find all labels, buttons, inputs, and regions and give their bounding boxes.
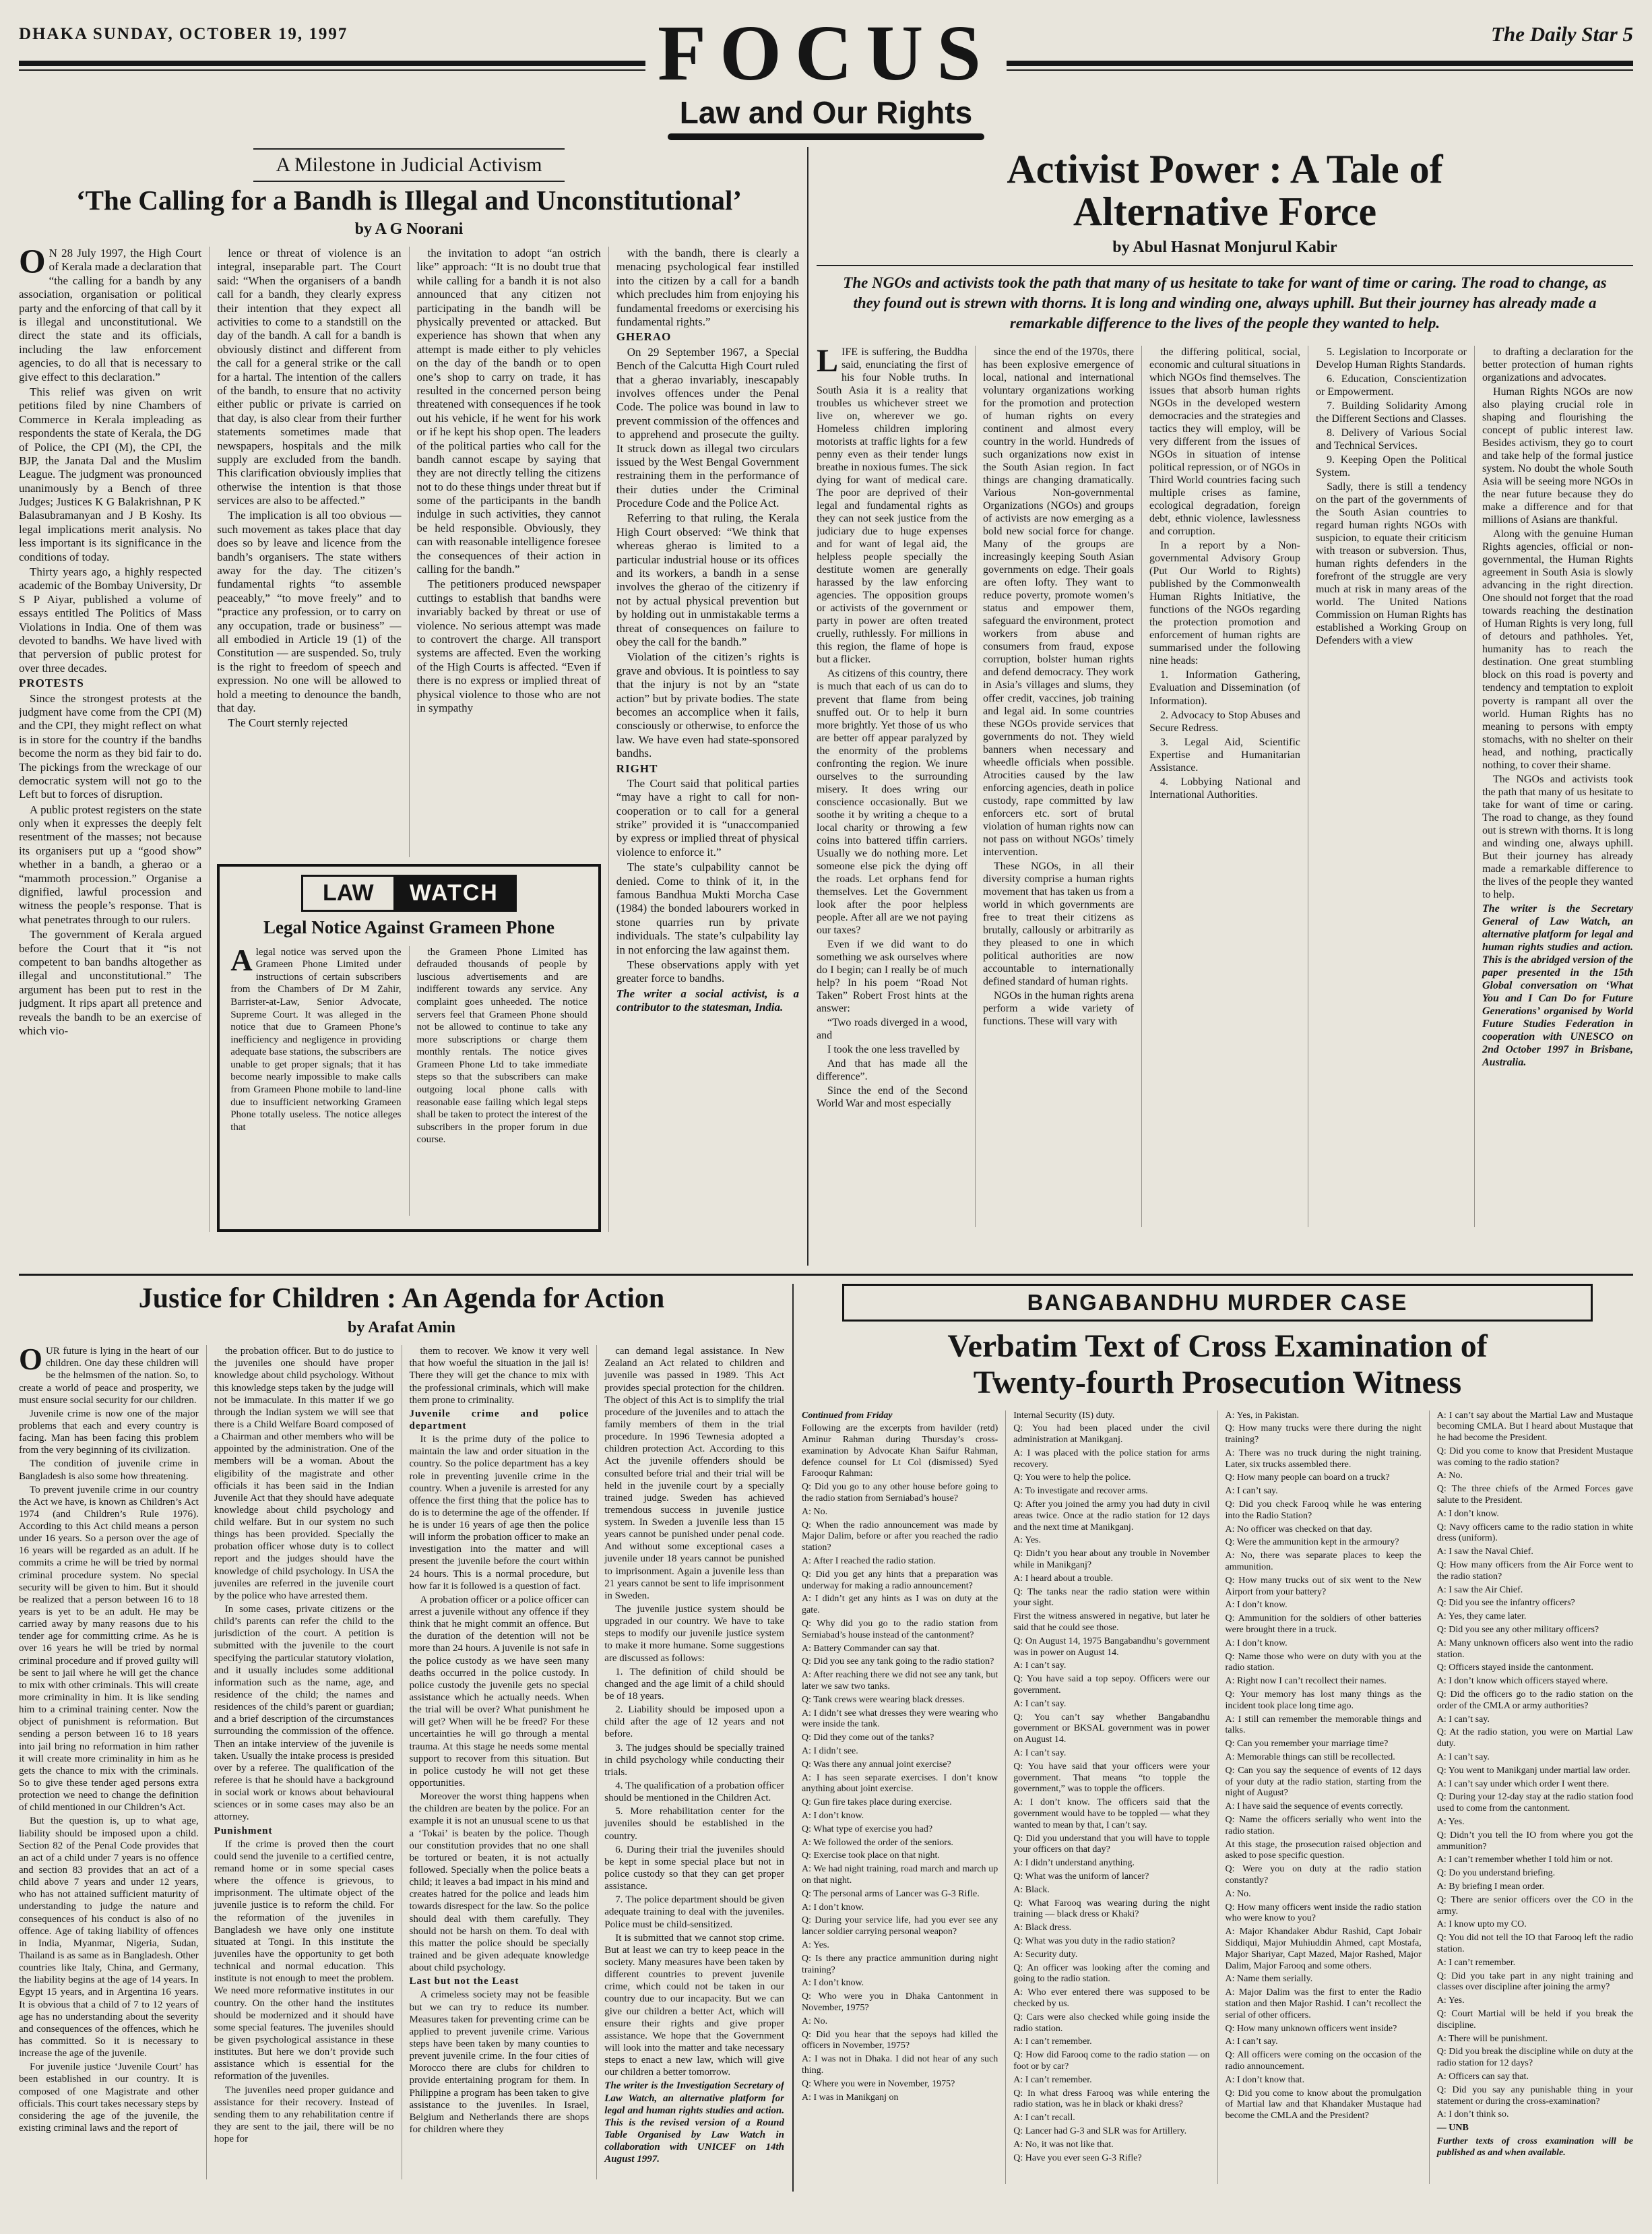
paragraph: A: Battery Commander can say that. [802,1643,940,1654]
paragraph: OUR future is lying in the heart of our children. One day these children will be the helmsmen of the nation. So, to create a world of peace and prosperity, we must ensure social security for our children. [19,1345,199,1406]
paragraph: A: Memorable things can still be recollected. [1225,1752,1395,1763]
paragraph: Q: Did you take part in any night training and classes over discipline after joining the army? [1436,1971,1633,1993]
paragraph: Q: Tank crews were wearing black dresses. [802,1694,965,1705]
paragraph: “Two roads diverged in a wood, and [817,1017,967,1042]
paragraph: Since the end of the Second World War and most especially [817,1085,967,1110]
paragraph: Q: You were to help the police. [1013,1472,1131,1483]
paragraph: A: I heard about a trouble. [1013,1573,1113,1584]
paragraph: Q: Why did you go to the radio station from Serniabad’s house instead of the cantonment? [802,1619,998,1640]
article-children-col1 [19,1345,199,2179]
paragraph: A: I can’t say. [1225,2037,1278,2047]
bottom-section [19,1274,1633,2192]
paragraph: Q: At the radio station, you were on Martial Law duty. [1436,1727,1633,1749]
paragraph: The government of Kerala argued before the Court that it “is not competent to ban bandhs altogether as illegal and unconstitutional.” The argument has been put to rest in the judgment. It rips apart all pretence and reveals the bandh to be an exercise of which vio- [19,928,202,1037]
paragraph: In a report by a Non-governmental Advisory Group (Put Our World to Rights) published by the Commonwealth Human Rights Initiative, the functions of the NGOs regarding the protection promotion and enforcement of human rights are summarised under the following nine heads: [1149,540,1300,667]
masthead-left [19,13,645,71]
section-title-wrap [19,94,1633,140]
paragraph: 8. Delivery of Various Social and Technical Services. [1316,427,1467,452]
paragraph: A: After reaching there we did not see any tank, but later we saw two tanks. [802,1670,998,1692]
article-bandh-col4 [608,247,799,1232]
paragraph: Q: Did you check Farooq while he was entering into the Radio Station? [1225,1499,1422,1521]
paragraph: Q: Officers stayed inside the cantonment. [1436,1663,1593,1673]
paragraph: This relief was given on writ petitions filed by nine Chambers of Commerce in Kerala impleading as respondents the state of Kerala, the DG of Police, the CPI (M), the CPI, the BJP, the Janata Dal and the Muslim League. The judgment was pronounced unanimously by a Bench of three Judges; Justices K G Balakrishnan, P K Balasubramanyan and J B Koshy. Its legal implications merit analysis. No less important is its significance in the conditions of today. [19,385,202,563]
paragraph: Q: Did you see any tank going to the radio station? [802,1656,994,1667]
paragraph: Q: You had been placed under the civil administration at Manikganj. [1013,1423,1210,1446]
paragraph: A: I don’t know. [1225,1600,1288,1611]
law-watch-col1 [230,946,401,1216]
paragraph: The petitioners produced newspaper cuttings to establish that bandhs were invariably backed by threat or use of violence. No serious attempt was made to controvert the charge. All transport systems are affected. Even the working of the High Courts is affected. “Even if there is no express or implied threat of physical violence to those who are not in sympathy [416,578,601,714]
paragraph: Q: All officers were coming on the occasion of the radio announcement. [1225,2050,1422,2072]
top-section [19,147,1633,1266]
paragraph: 3. The judges should be specially trained in child psychology while conducting their trials. [604,1742,784,1778]
paragraph: A: I can’t say. [1013,1748,1067,1759]
law-watch-logo-law: LAW [303,877,393,910]
paragraph: 3. Legal Aid, Scientific Expertise and Humanitarian Assistance. [1149,736,1300,774]
paragraph: Q: During your service life, had you ever see any lancer soldier carrying personal weapon? [802,1915,998,1937]
law-watch-col2 [409,946,587,1216]
paragraph: A: I was placed with the police station for arms recovery. [1013,1448,1210,1470]
paragraph: Q: Gun fire takes place during exercise. [802,1797,952,1808]
paragraph: A: I don’t know. [1436,1508,1499,1519]
dateline: DHAKA SUNDAY, OCTOBER 19, 1997 [19,25,348,43]
law-watch-headline: Legal Notice Against Grameen Phone [263,917,554,937]
paragraph: 4. The qualification of a probation officer should be mentioned in the Children Act. [604,1780,784,1804]
paragraph: A: I can’t say. [1013,1661,1067,1671]
paragraph: Q: What was you duty in the radio station? [1013,1935,1176,1946]
paragraph: 4. Lobbying National and International Authorities. [1149,776,1300,801]
paragraph: Q: After you joined the army you had duty in civil areas twice. Once at the radio station for 12 days and the next time at Manikganj. [1013,1499,1210,1532]
paragraph: A: Many unknown officers also went into the radio station. [1436,1638,1633,1660]
paragraph: A: I can’t remember. [1013,2037,1092,2047]
paragraph: A: I didn’t get any hints as I was on duty at the gate. [802,1594,998,1616]
paragraph: Q: Who were you in Dhaka Cantonment in November, 1975? [802,1991,998,2013]
paragraph: Q: Did you come to know about the promulgation of Martial law and that Khandaker Mustaque had become the CMLA and the President? [1225,2088,1422,2121]
paragraph: A: Who ever entered there was supposed to be checked by us. [1013,1987,1210,2009]
subhead: GHERAO [616,330,672,344]
article-activist-body [817,346,1633,1227]
article-bangabandhu-col3 [1217,1410,1422,2184]
paragraph: Q: When the radio announcement was made by Major Dalim, before or after you reached the radio station? [802,1520,998,1553]
article-bangabandhu-col2 [1005,1410,1209,2184]
paragraph: A: I can’t remember whether I told him or not. [1436,1855,1613,1865]
paragraph: Q: Your memory has lost many things as the incident took place long time ago. [1225,1689,1422,1711]
paragraph: A: Yes, in Pakistan. [1225,1410,1300,1421]
paragraph: 6. Education, Conscientization or Empowerment. [1316,373,1467,398]
article-bangabandhu-headline-line1: Verbatim Text of Cross Examination of [947,1328,1488,1364]
paragraph: A: I can’t say under which order I went there. [1436,1778,1610,1789]
paragraph: 6. During their trial the juveniles should be kept in some special place but not in police custody so that they can get proper assistance. [604,1844,784,1892]
paragraph: 9. Keeping Open the Political System. [1316,454,1467,478]
paragraph: A: Major Dalim was the first to enter the Radio station and then Major Rashid. I can’t recollect the serial of other officers. [1225,1987,1422,2020]
paragraph: But the question is, up to what age, liability should be imposed upon a child. Section 82 of the Penal Code provides that an act of a child under 7 years is no offence and section 83 provides that an act of a child above 7 years and under 12 years, who has not attained sufficient maturity of understanding to judge the nature and consequences of his conduct is also of no offence. Age of taking liability of offences in India, Myanmar, Nigeria, Sudan, Thailand is as same as in Bangladesh. Other countries like Italy, China, and Germany, the liability begins at the age of 14 years. In Egypt 15 years, and in Argentina 16 years. It is obvious that a child of 7 to 12 years of age has no understanding about the severity and consequences of the offences, which he has committed. So it is necessary to increase the age of the juvenile. [19,1816,199,2059]
article-bandh-col2 [217,247,401,857]
paragraph: A: No, it was not like that. [1013,2139,1114,2150]
paragraph: 2. Liability should be imposed upon a child after the age of 12 years and not before. [604,1704,784,1740]
paragraph: A: I still can remember the memorable things and talks. [1225,1714,1422,1736]
paragraph: Q: Did you go to any other house before going to the radio station from Serniabad’s house? [802,1482,998,1504]
article-activist-byline: by Abul Hasnat Monjurul Kabir [1112,239,1337,256]
law-watch-logo-watch: WATCH [393,877,515,910]
paragraph: Q: Exercise took place on that night. [802,1851,940,1861]
paragraph: Q: How many officers from the Air Force went to the radio station? [1436,1560,1633,1582]
paragraph: A: Yes, they came later. [1436,1611,1527,1622]
paragraph: Sadly, there is still a tendency on the part of the governments of the South Asian countries to regard human rights NGOs with suspicion, to equate their criticism with treason or subversion. Thus, human rights defenders in the forefront of the struggle are very much at risk in many areas of the world. The United Nations Commission on Human Rights has established a Working Group on Defenders with a view [1316,480,1467,647]
article-bangabandhu-headline-line2: Twenty-fourth Prosecution Witness [973,1364,1462,1400]
paragraph: 2. Advocacy to Stop Abuses and Secure Redress. [1149,709,1300,734]
paragraph: Q: Did you hear that the sepoys had killed the officers in November, 1975? [802,2029,998,2051]
paragraph: ON 28 July 1997, the High Court of Kerala made a declaration that “the calling for a bandh by any association, organisation or political party and the enforcing of that call by it is illegal and unconstitutional. We direct the state and its officials, including the law enforcement agencies, to do all that is necessary to give effect to this declaration.” [19,247,202,383]
paragraph: The Court said that political parties “may have a right to call for non-cooperation or to call for a general strike” provided it is “unaccompanied by express or implied threat of physical violence to enforce it.” [616,776,799,859]
masthead-rule-right [1007,61,1633,71]
paragraph: Q: During your 12-day stay at the radio station food used to come from the cantonment. [1436,1792,1633,1814]
paragraph: A: I can’t recall. [1013,2113,1075,2123]
article-bangabandhu-kicker: BANGABANDHU MURDER CASE [842,1284,1593,1322]
paragraph: The juveniles need proper guidance and assistance for their recovery. Instead of sending them to any rehabilitation centre if they are sent to the jail, there will be no hope for [214,2084,394,2145]
paragraph: Q: Where you were in November, 1975? [802,2078,955,2089]
article-bandh-middle [209,247,601,1232]
paragraph: 5. Legislation to Incorporate or Develop Human Rights Standards. [1316,346,1467,371]
paragraph: Q: Cars were also checked while going inside the radio station. [1013,2012,1210,2034]
paragraph: A: I can’t say. [1225,1486,1278,1497]
paragraph: It is the prime duty of the police to maintain the law and order situation in the country. So the police department has a key role in preventing juvenile crime in the country. When a juvenile is arrested for any offence the first thing that the police has to do is to determine the age of the offender. If he is under 16 years of age then the police will inform the probation officer to make an investigation into the matter and will present the juvenile before the court within 24 hours. This is a normal procedure, but how far it is followed is a question of fact. [409,1434,590,1592]
paragraph: A: Name them serially. [1225,1974,1313,1985]
paragraph: A: Yes. [1436,1817,1465,1827]
paragraph: A: I don’t know which officers stayed where. [1436,1676,1608,1687]
subhead: Last but not the Least [409,1976,519,1987]
paragraph: Q: How many people can board on a truck? [1225,1472,1390,1483]
paragraph: 7. The police department should be given adequate training to deal with the juveniles. Police must be child-sensitized. [604,1894,784,1930]
credit: Continued from Friday [802,1410,893,1421]
paragraph: A: No. [1436,1470,1463,1481]
credit: The writer a social activist, is a contributor to the statesman, India. [616,987,799,1014]
paragraph: them to recover. We know it very well that how woeful the situation in the jail is! There they will get the chance to mix with the professional criminals, which will make them prone to criminality. [409,1346,590,1406]
paragraph: A: I didn’t understand anything. [1013,1858,1135,1869]
paragraph: A: To investigate and recover arms. [1013,1486,1148,1497]
paragraph: A: I don’t know. [802,1811,864,1821]
paragraph: with the bandh, there is clearly a menacing psychological fear instilled into the citizen by a call for a bandh which precludes him from enjoying his fundamental freedoms or exercising his fundamental rights.” [616,247,799,328]
paragraph: A: I can’t say. [1013,1698,1067,1709]
paragraph: 1. The definition of child should be changed and the age limit of a child should be of 18 years. [604,1666,784,1702]
article-bangabandhu-headline [802,1328,1633,1401]
paragraph: Q: Did you get any hints that a preparation was underway for making a radio announcement? [802,1569,998,1591]
paragraph: 5. More rehabilitation center for the juveniles should be established in the country. [604,1806,784,1842]
paragraph: Q: How many trucks were there during the night training? [1225,1423,1422,1446]
paragraph: Q: The three chiefs of the Armed Forces gave salute to the President. [1436,1484,1633,1506]
paragraph: A: We had night training, road march and march up on that night. [802,1864,998,1886]
credit: The writer is the Investigation Secretary of Law Watch, an alternative platform for legal and human rights studies and action. This is the revised version of a Round Table Organised by Law Watch in collaboration with UNICEF on 14th August 1997. [604,2080,784,2165]
focus-masthead-title: FOCUS [658,9,994,97]
paragraph: the differing political, social, economic and cultural situations in which NGOs find themselves. The issues that absorb human rights NGOs in the developed western democracies and the strategies and tactics they will employ, will be very different from the issues of NGOs in situation of intense political repression, or of NGOs in Third World countries facing such multiple crises as famine, ecological degradation, foreign debt, ethnic violence, lawlessness and corruption. [1149,346,1300,538]
article-bangabandhu-case [794,1284,1633,2192]
paragraph: A: I has seen separate exercises. I don’t know anything about joint exercise. [802,1772,998,1795]
paragraph: Q: Name the officers serially who went into the radio station. [1225,1815,1422,1836]
paragraph: A: Major Khandaker Abdur Rashid, Capt Jobair Siddiqui, Major Muhiuddin Ahmed, capt Mostafa, Major Shariyar, Capt Mazed, Major Rashed, Major Dalim, Major Farooq and some others. [1225,1927,1422,1971]
paragraph: the probation officer. But to do justice to the juveniles one should have proper knowledge about child psychology. Without this knowledge steps taken by the judge will not be immaculate. In this matter if we go through the Indian system we will see that there is a Child Welfare Board composed of a Chairman and other members who will be appointed by the administration. One of the members will be a woman. About the eligibility of the magistrate and other officials it has been said in the Indian Juvenile Act that they should have adequate knowledge about child psychology and child welfare. But in our system no such things has been provided. Specially the probation officer whose duty is to collect report and the judges should have the knowledge of child psychology. In USA the juveniles are referred in the juvenile court by the police who have arrested them. [214,1346,394,1601]
paragraph: A: There was no truck during the night training. Later, six trucks assembled there. [1225,1448,1422,1470]
paragraph: A: I saw the Naval Chief. [1436,1547,1533,1557]
paragraph: Q: In what dress Farooq was while entering the radio station, was he in black or khaki dress? [1013,2088,1210,2110]
paragraph: A: Yes. [1436,1995,1465,2006]
paragraph: These observations apply with yet greater force to bandhs. [616,958,799,985]
paragraph: LIFE is suffering, the Buddha said, enunciating the first of his four Noble truths. In South Asia it is a reality that troubles us whichever street we live on, wherever we go. Homeless children imploring motorists at traffic lights for a few penny even as their tender lungs breathe in noxious fumes. The sick dying for want of medical care. The poor are deprived of their legal and fundamental rights as they can not seek justice from the judiciary due to huge expenses and for want of legal aid, the helpless people specially the destitute women are generally harassed by the law enforcing agencies. The opposition groups or activists of the government or party in power are often treated cruelly, ruthlessly. For millions in this region, the flame of hope is but a flicker. [817,345,967,666]
paragraph: the Grameen Phone Limited has defrauded thousands of people by luscious advertisements and are indifferent towards any service. Any complaint goes unheeded. The notice servers feel that Grameen Phone should not be allowed to continue to take any more subscriptions or charge them monthly rentals. The notice gives Grameen Phone Ltd to take immediate steps so that the subscribers can make outgoing local phone calls with reasonable ease failing which legal steps shall be taken to protect the interest of the subscribers in the proper forum in due course. [416,946,587,1146]
paragraph: The Court sternly rejected [228,716,348,730]
masthead-right [1007,13,1633,71]
article-activist-col2 [975,346,1134,1227]
paragraph: A: No, there was separate places to keep the ammunition. [1225,1551,1422,1573]
paragraph: A: I saw the Air Chief. [1436,1584,1523,1595]
paragraph: Q: How many trucks out of six went to the New Airport from your battery? [1225,1575,1422,1597]
paragraph: Referring to that ruling, the Kerala High Court observed: “We think that whereas gherao is limited to a particular industrial house or its offices and its workers, a bandh in a sense involves the gherao of the citizenry if not by actual physical prevention but by holding out in unmistakable terms a threat of consequences on failure to obey the call for the bandh.” [616,511,799,648]
article-activist-headline [817,148,1633,233]
subhead: RIGHT [616,762,658,775]
paragraph: Q: Did they come out of the tanks? [802,1733,934,1743]
paragraph: to drafting a declaration for the better protection of human rights organizations and advocates. [1482,346,1633,383]
paragraph: Human Rights NGOs are now also playing crucial role in shaping and flourishing the concept of public interest law. Besides activism, they go to court and take help of the formal justice system. No doubt the whole South Asia will be seeing more NGOs in the near future because they do make a difference and for that millions of Asians are thankful. [1482,385,1633,526]
paragraph: A: There will be punishment. [1436,2033,1548,2044]
paragraph: Following are the excerpts from havilder (retd) Aminur Rahman during Thursday’s cross-examination by Advocate Khan Saifur Rahman, defence counsel for Lt Col (dismissed) Syed Farooqur Rahman: [802,1423,998,1479]
paragraph: These NGOs, in all their diversity comprise a human rights movement that has taken us from a world in which governments are free to treat their citizens as brutally, callously or arbitrarily as they pleased to one in which political authorities are now accountable to internationally defined standard of human rights. [983,860,1134,988]
subhead: Punishment [214,1825,273,1836]
paragraph: At this stage, the prosecution raised objection and asked to pose specific question. [1225,1839,1422,1861]
article-bangabandhu-body [802,1410,1633,2184]
subhead: PROTESTS [19,677,84,690]
paragraph: For juvenile justice ‘Juvenile Court’ has been established in our country. It is composed of one Magistrate and other officials. This court takes necessary steps by considering the age of the juvenile, the existing criminal laws and the report of [19,2061,199,2134]
paragraph: Q: You went to Manikganj under martial law order. [1436,1765,1630,1776]
article-children-body [19,1345,784,2179]
law-watch-body [230,946,587,1216]
paragraph: A: I can’t say about the Martial Law and Mustaque becoming CMLA. But I heard about Mustaque that he had become the President. [1436,1410,1633,1444]
paragraph: Alegal notice was served upon the Grameen Phone Limited under instructions of certain subscribers from the Chambers of Dr M Zahir, Barrister-at-Law, Senior Advocate, Supreme Court. It was alleged in the notice that due to Grameen Phone’s inefficiency and negligence in providing adequate base stations, the subscribers are unable to get proper signals; that it has become nearly impossible to make calls from Grameen Phone mobile to land-line due to insufficient networking Grameen Phone totally useless. The notice alleges that [230,945,402,1133]
paragraph: As citizens of this country, there is much that each of us can do to prevent that flame from being snuffed out. Or to help it burn more brightly. Yet those of us who are better off appear paralyzed by the enormity of the problems confronting the region. We inure ourselves to the surrounding misery. It does wring our conscience occasionally. But we soothe it by writing a cheque to a local charity or throwing a few coins into battered tiffin carriers. Usually we do nothing more. Let someone else pick the dying off the roads. Let orphans fend for themselves. Let the Government look after the poor helpless people. After all are we not paying our taxes? [817,668,967,937]
paragraph: A: We followed the order of the seniors. [802,1837,953,1848]
paragraph: Q: The tanks near the radio station were within your sight. [1013,1586,1210,1609]
article-activist-headline-line1: Activist Power : A Tale of [1007,147,1443,191]
paragraph: The implication is all too obvious — such movement as takes place that day does so by leave and licence from the bandh’s organisers. The state withers away for the day. The citizen’s fundamental rights “to assemble peaceably,” “to move freely” and to “practice any profession, or to carry on any occupation, trade or business” — all embodied in Article 19 (1) of the Constitution — are suspended. So, truly is the right to freedom of speech and expression. No one will be allowed to hold a meeting to denounce the bandh, that day. [217,509,402,714]
article-children-col4 [596,1345,784,2179]
paragraph: Violation of the citizen’s rights is grave and obvious. It is pointless to say that the injury is not by an “state action” but by private bodies. The state becomes an accomplice when it fails, consciously or otherwise, to enforce the law. We have even had state-sponsored bandhs. [616,650,799,760]
paragraph: Q: Can you say the sequence of events of 12 days of your duty at the radio station, starting from the night of August? [1225,1765,1422,1799]
paragraph: Q: Navy officers came to the radio station in white dress (uniform). [1436,1522,1633,1544]
paragraph: And that has made all the difference”. [817,1058,967,1083]
paragraph: 7. Building Solidarity Among the Different Sections and Classes. [1316,400,1467,425]
paragraph: I took the one less travelled by [827,1044,960,1056]
paragraph: Q: Was there any annual joint exercise? [802,1759,951,1770]
paragraph: A: I can’t say. [1436,1714,1490,1725]
paragraph: A probation officer or a police officer can arrest a juvenile without any offence if they think that he might commit an offence. But the duration of the detention will not be more than 24 hours. A juvenile is not safe in the police custody as we have seen many deaths occurred in the police custody. In police custody the juvenile gets no special assistance which he actually needs. When the trial will be over? What punishment he will get? When will he be freed? For these uncertainties he will go through a mental trauma. At this stage he needs some mental support to recover from this situation. But in police custody he will not get these opportunities. [409,1594,590,1789]
paragraph: Q: Ammunition for the soldiers of other batteries were brought there in a truck. [1225,1613,1422,1636]
paragraph: A: No officer was checked on that day. [1225,1524,1372,1534]
paragraph: A: Security duty. [1013,1949,1078,1960]
paragraph: Juvenile crime is now one of the major problems that each and every country is facing. Man has been facing this problem from the very beginning of its civilization. [19,1408,199,1456]
paragraph: Q: The personal arms of Lancer was G-3 Rifle. [802,1888,980,1899]
paragraph: A: I can’t say. [1436,1752,1490,1763]
paragraph: Q: On August 14, 1975 Bangabandhu’s government was in power on August 14. [1013,1636,1210,1658]
paragraph: Q: How did Farooq come to the radio station — on foot or by car? [1013,2050,1210,2072]
paragraph: A: Yes. [1013,1535,1042,1546]
paragraph: since the end of the 1970s, there has been explosive emergence of local, national and international voluntary organizations working for the promotion and protection of human rights on every continent and almost every country in the world. Hundreds of such organizations now exist in the South Asian region. In fact things are changing dramatically. Various Non-governmental Organizations (NGOs) and groups of activists are now emerging as a bold new social force for change. Many of the groups are increasingly keeping South Asian governments on edge. Their goals are often lofty. They want to reduce poverty, promote women’s status and empower them, safeguard the environment, protect workers from abuse and consumers from fraud, expose corruption, bolster human rights and defend democracy. They work in Asia’s villages and slums, they offer credit, vaccines, job training and legal aid. In some countries these NGOs provide services that governments do not. They wield banners when necessary and wheedle officials when possible. Atrocities caused by the law enforcing agencies, death in police custody, rape committed by law enforcers etc. sort of brutal violation of human rights now can not pass on without NGOs’ timely intervention. [983,346,1134,858]
section-title-underline [668,133,984,140]
paragraph: A public protest registers on the state only when it expresses the deeply felt resentment of the masses; not because its organisers put up a “good show” whether in a bandh, a gherao or a “mammoth procession.” Organise a dignified, lawful procession and witness the people’s response. That is what penetrates through to our rulers. [19,803,202,926]
paragraph: Q: Did you say any punishable thing in your statement or during the cross-examination? [1436,2084,1633,2107]
paragraph: Since the strongest protests at the judgment have come from the CPI (M) and the CPI, they might reflect on what is in store for the country if the bandhs become the norm as they bid fair to do. The pickings from the wreckage of our democratic system will not go to the Left but to forces of disruption. [19,691,202,801]
article-activist-col5 [1474,346,1633,1227]
paragraph: lence or threat of violence is an integral, inseparable part. The Court said: “When the organisers of a bandh call for a bandh, they clearly express their intention that they expect all activities to come to a standstill on the day of the bandh. A call for a bandh is obviously distinct and different from the call for a general strike or the call for a hartal. The intention of the callers of the bandh, to ensure that no activity either public or private is carried on that day, is also clear from their further statements sometimes made that newspapers, hospitals and the milk supply are excluded from the bandh. This clarification obviously implies that otherwise the intention is that those services are also to be affected.” [217,247,402,507]
paragraph: On 29 September 1967, a Special Bench of the Calcutta High Court ruled that a gherao invariably, inescapably involves offences under the Penal Code. The police was bound in law to prevent commission of the offences and to apprehend and prosecute the guilty. It struck down as illegal two circulars issued by the West Bengal Government restraining them in the performance of their duties under the Criminal Procedure Code and the Police Act. [616,345,799,510]
article-bandh-headline: ‘The Calling for a Bandh is Illegal and Unconstitutional’ [76,185,742,216]
paragraph: A: No. [802,1506,828,1517]
paragraph: A: Officers can say that. [1436,2071,1529,2082]
paragraph: Q: Didn’t you tell the IO from where you got the ammunition? [1436,1830,1633,1852]
paragraph: A: I don’t know that. [1225,2074,1305,2085]
paragraph: A: I was in Manikganj on [802,2092,899,2103]
rule-thick [19,61,645,66]
article-bandh-body [19,247,799,1232]
paragraph: A: Black. [1013,1884,1050,1895]
paragraph: A: I don’t know. [1225,1638,1288,1648]
article-justice-for-children [19,1284,794,2192]
paragraph: The NGOs and activists took the path that many of us hesitate to take for want of time or caring. The road to change, as they found out is strewn with thorns. It is long and winding one, always uphill. But their journey has already made a remarkable difference to the lives of the people they wanted to help. [1482,773,1633,900]
paragraph: Q: Name those who were on duty with you at the radio station. [1225,1651,1422,1673]
paragraph: Internal Security (IS) duty. [1013,1410,1115,1421]
paragraph: Q: Were the ammunition kept in the armoury? [1225,1537,1399,1548]
paper-name-page-number: The Daily Star 5 [1491,22,1634,46]
paragraph: Along with the genuine Human Rights agencies, official or non-governmental, the Human Rights agreement in South Asia is slowly advancing in the right direction. One should not forget that the road towards reaching the destination of Human Rights is very long, full of detours and pathholes. Yet, humanity has to reach the destination. One great stumbling block on this road is poverty and tendency and temptation to exploit poverty is rampant all over the world. Human Rights has no meaning to persons with empty stomachs, with no shelter on their head, and nothing, practically nothing, to cover their shame. [1482,528,1633,771]
paragraph: A: I can’t remember. [1013,2074,1092,2085]
paragraph: 1. Information Gathering, Evaluation and Dissemination (of Information). [1149,669,1300,707]
paragraph: Q: Can you remember your marriage time? [1225,1739,1389,1749]
paragraph: The condition of juvenile crime in Bangladesh is also some how threatening. [19,1458,199,1482]
subhead: Juvenile crime and police department [409,1408,590,1431]
article-activist-power [808,147,1633,1266]
paragraph: The juvenile justice system should be upgraded in our country. We have to take steps to modify our juvenile justice system to make it more humane. Some suggestions are discussed as follows: [604,1604,784,1664]
paragraph: A: I don’t know. [802,1902,864,1913]
credit: Further texts of cross examination will be published as and when available. [1436,2136,1633,2158]
paragraph: Q: Lancer had G-3 and SLR was for Artillery. [1013,2126,1187,2136]
paragraph: A: I don’t think so. [1436,2109,1509,2120]
article-children-headline: Justice for Children : An Agenda for Action [138,1283,665,1314]
law-watch-box [217,864,601,1232]
paragraph: A crimeless society may not be feasible but we can try to reduce its number. Measures taken for preventing crime can be applied to prevent juvenile crime. Various steps have been taken by many counties to prevent juvenile crime. In the four cities of Morocco there are clubs for children to provide entertaining program for them. In Philippine a program has been taken to give assistance to the juveniles. In Israel, Belgium and Netherlands there are shops for children where they [409,1989,590,2135]
paragraph: Q: Is there any practice ammunition during night training? [802,1953,998,1975]
signoff: — UNB [1436,2123,1469,2134]
paragraph: Q: Did you come to know that President Mustaque was coming to the radio station? [1436,1446,1633,1468]
masthead [19,9,1634,106]
paragraph: First the witness answered in negative, but later he said that he could see those. [1013,1611,1210,1634]
paragraph: Thirty years ago, a highly respected academic of the Bombay University, Dr S P Aiyar, published a volume of essays entitled The Politics of Mass Violations in India. One of them was devoted to bandhs. We have lived with that perversion of public protest for over three decades. [19,565,202,675]
article-activist-col3 [1141,346,1300,1227]
masthead-rule-left [19,61,645,71]
paragraph: In some cases, private citizens or the child’s parents can refer the child to the jurisdiction of the court. A petition is submitted with the juvenile to the court specifying the particular statutory violation, and it usually includes some additional information such as the name, age, and residence of the child; the names and residences of the child’s parent or guardian; and a brief description of the circumstances surrounding the commission of the offence. Then an intake interview of the juvenile is taken. Usually the intake process is presided over by a referee. The qualification of the referee is that he should have a background in social work or knows about behavioural sciences or in some cases may also be an attorney. [214,1604,394,1823]
paragraph: Q: Did the officers go to the radio station on the order of the CMLA or army authorities? [1436,1689,1633,1711]
paragraph: A: Right now I can’t recollect their names. [1225,1676,1387,1687]
paragraph: Q: You have said a top sepoy. Officers were our government. [1013,1674,1210,1696]
section-title: Law and Our Rights [679,95,973,130]
paragraph: Q: Court Martial will be held if you break the discipline. [1436,2008,1633,2030]
paragraph: A: I know upto my CO. [1436,1919,1527,1930]
paragraph: Even if we did want to do something we ask ourselves where do I begin; can I really be of much help? In his poem “Road Not Taken” Robert Frost hints at the answer: [817,939,967,1015]
paragraph: A: I was not in Dhaka. I did not hear of any such thing. [802,2054,998,2076]
paragraph: Q: You did not tell the IO that Farooq left the radio station. [1436,1933,1633,1954]
rule-thick [1007,61,1633,66]
paragraph: Q: What type of exercise you had? [802,1824,933,1834]
paragraph: A: I can’t remember. [1436,1957,1516,1968]
paragraph: A: After I reached the radio station. [802,1556,936,1567]
article-bandh-midcols [217,247,601,857]
credit: The writer is the Secretary General of Law Watch, an alternative platform for legal and human rights studies and action. This is the abridged version of the paper presented in the 15th Global conversation on ‘What You and I Can Do for Future Generations’ organised by World Future Studies Federation in cooperation with UNESCO on 2nd October 1997 in Brisbane, Australia. [1482,903,1633,1069]
paragraph: Q: Did you see any other military officers? [1436,1625,1599,1636]
paragraph: A: No. [802,2016,828,2026]
paragraph: Q: There are senior officers over the CO in the army. [1436,1894,1633,1917]
paragraph: Q: Were you on duty at the radio station constantly? [1225,1864,1422,1886]
paragraph: If the crime is proved then the court could send the juvenile to a certified centre, remand home or in some special cases where the offence is grievous, to imprisonment. The ultimate object of the juvenile justice is to reform the child. For the reformation of the juveniles in Bangladesh we have only one institute situated at Tongi. In this institute the juveniles have the opportunity to get both technical and normal education. This institute is not enough to meet the problem. We need more reformative institutes in our country. On the other hand the institutes should be modernized and it should have some special features. The juveniles should be given psychological assistance in these institutes. But here we don’t provide such assistance which is essential for the reformation of the juveniles. [214,1838,394,2082]
law-watch-logo [301,875,517,912]
paragraph: The state’s culpability cannot be denied. Come to think of it, in the famous Bandhua Mukti Morcha Case (1984) the bonded labourers worked in stone quarries run by private individuals. The state’s culpability lay in not enforcing the law against them. [616,861,799,956]
paragraph: Q: Do you understand briefing. [1436,1868,1556,1879]
paragraph: A: I didn’t see what dresses they were wearing who were inside the tank. [802,1708,998,1730]
article-activist-standfirst: The NGOs and activists took the path that many of us hesitate to take for want of time or caring. The road to change, as they found out is strewn with thorns. It is long and winding one, always uphill. But their journey has already made a remarkable difference to the lives of the people they wanted to help. [817,265,1633,339]
article-bandh-col3 [409,247,601,857]
paragraph: Q: You can’t say whether Bangabandhu government or BKSAL government was in power on August 14. [1013,1712,1210,1745]
paragraph: Q: How many unknown officers went inside? [1225,2023,1397,2034]
article-children-byline: by Arafat Amin [347,1319,455,1337]
rule-thin [1007,69,1633,71]
paragraph: A: I don’t know. [802,1978,864,1989]
rule-thin [19,69,645,71]
paragraph: Q: What was the uniform of lancer? [1013,1871,1149,1882]
paragraph: Q: Did you see the infantry officers? [1436,1598,1575,1609]
paragraph: Q: You have said that your officers were your government. That means “to topple the government,” was to topple the officers. [1013,1761,1210,1795]
article-bangabandhu-col4 [1429,1410,1633,2184]
paragraph: Moreover the worst thing happens when the children are beaten by the police. For an example it is not an unusual scene to us that a ‘Tokai’ is beaten by the police. Though our constitution provides that no one shall be tortured or beaten, it is not actually followed. Specially when the police beats a child; it leaves a bad impact in his mind and creates hatred for the police and leads him towards disrespect for the law. So the police should deal with them carefully. They should not be harsh on them. To deal with this matter the police should be specially trained and be given adequate knowledge about child psychology. [409,1791,590,1974]
article-bandh-byline: by A G Noorani [354,220,464,239]
paragraph: Q: Did you understand that you will have to topple your officers on that day? [1013,1833,1210,1855]
article-bangabandhu-col1 [802,1410,998,2184]
article-bandh-kicker: A Milestone in Judicial Activism [253,148,565,182]
article-bandh-ruling [19,147,808,1266]
article-children-col2 [206,1345,394,2179]
paragraph: A: I didn’t see. [802,1746,858,1757]
paragraph: Q: Did you break the discipline while on duty at the radio station for 12 days? [1436,2047,1633,2069]
paragraph: can demand legal assistance. In New Zealand an Act related to children and juvenile was passed in 1989. This Act provides special protection for the children. The object of this Act is to simplify the trial procedure of the juveniles and to attach the family members of them in the trial procedure. In 1996 Tewnesia adopted a children protection Act. According to this Act the juvenile offenders should be consulted before trial and their trial will be held in the juvenile court by a specially trained judge. Sweden has achieved tremendous success in juvenile justice system. In Sweden a juvenile less than 15 years cannot be punished under penal code. And without some exceptional cases a juvenile under 18 years cannot be punished to imprisonment. Again a juvenile less than 21 years cannot be sent to life imprisonment in Sweden. [604,1346,784,1601]
article-activist-headline-line2: Alternative Force [1073,189,1377,234]
article-activist-col1 [817,346,967,1227]
paragraph: A: By briefing I mean order. [1436,1881,1545,1892]
paragraph: Q: Didn’t you hear about any trouble in November while in Manikganj? [1013,1549,1210,1571]
paragraph: the invitation to adopt “an ostrich like” approach: “It is no doubt true that while calling for a bandh it is not also announced that any citizen not participating in the bandh will be physically prevented or attacked. But experience has shown that when any attempt is made either to ply vehicles on the day of the bandh or to open one’s shop to carry on trade, it has resulted in the concerned person being threatened with consequences if he took out his vehicle, if he went for his work or if he kept his shop open. The leaders of the political parties who call for the bandh cannot escape by saying that they are not directly telling the citizens not to do these things under threat but if some of the participants in the bandh indulge in such activities, they cannot be held responsible. Obviously, they can with reasonable intelligence foresee the consequences of their action in calling for the bandh.” [416,247,601,576]
paragraph: NGOs in the human rights arena perform a wide variety of functions. These will vary with [983,990,1134,1028]
paragraph: To prevent juvenile crime in our country the Act we have, is known as Children’s Act 1974 (and Children’s Rule 1976). According to this Act child means a person under 16 years. So a person over the age of 16 years will be regarded as an adult. If he commits a crime he will be tried by normal criminal procedure system. No special security will be given to him. But it should be realized that a person between 16 to 18 years is yet to be an adult. He may be carried away by many reasons due to his tender age for committing crime. As he is over 16 years he will be tried by normal criminal procedure and if proved guilty will be sent to jail where he will get the chance to mix with other criminals. This will create more criminality in him. It is like sending him to a criminal training center. Now the object of punishment is reformation. But sending a person between 16 to 18 years into jail bring no reformation in him rather it will create more criminality in him as he gets the chance to mix with the criminals. So to give these tender aged persons extra protection we need to change the definition of child mentioned in our Children’s Act. [19,1484,199,1813]
paragraph: Q: An officer was looking after the coming and going to the radio station. [1013,1962,1210,1985]
article-bandh-col1 [19,247,201,1232]
article-children-col3 [402,1345,590,2179]
paragraph: Q: How many officers went inside the radio station who were know to you? [1225,1902,1422,1924]
paragraph: A: I don’t know. The officers said that the government would have to be toppled — what they wanted to mean by that, I can’t say. [1013,1797,1210,1830]
paragraph: Q: What Farooq was wearing during the night training — black dress or Khaki? [1013,1898,1210,1920]
paragraph: A: No. [1225,1888,1251,1899]
paragraph: Q: Have you ever seen G-3 Rifle? [1013,2152,1142,2163]
paragraph: A: Black dress. [1013,1923,1072,1933]
paragraph: It is submitted that we cannot stop crime. But at least we can try to keep peace in the society. Many measures have been taken by different countries to prevent juvenile crime, which could not be taken in our country due to our incapacity. But we can give our children a better Act, which will ensure their rights and give proper assistance. We hope that the Government will look into the matter and take necessary steps to enact a new law, which will give our children a better tomorrow. [604,1932,784,2078]
paragraph: A: I have said the sequence of events correctly. [1225,1801,1403,1812]
article-activist-col4 [1308,346,1467,1227]
paragraph: A: Yes. [802,1940,829,1950]
